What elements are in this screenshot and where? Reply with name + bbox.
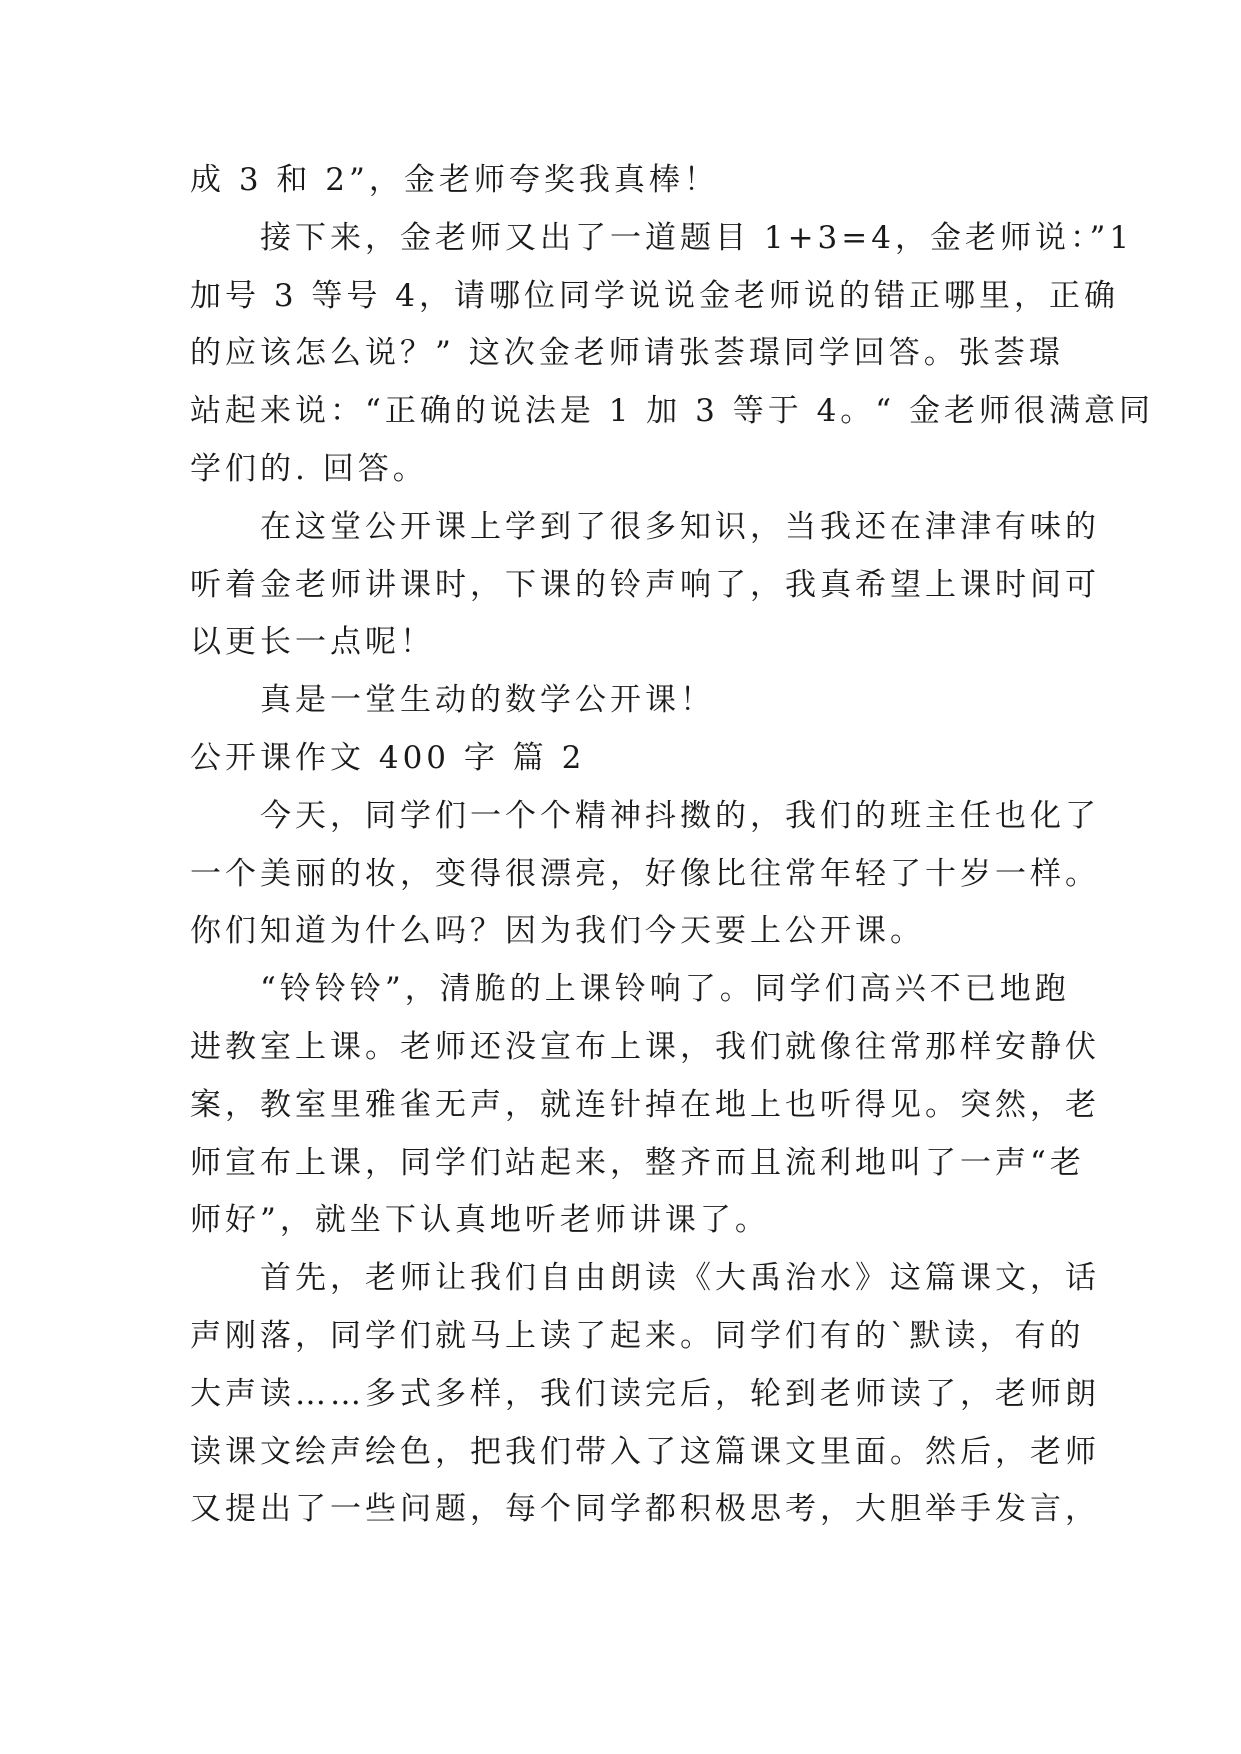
text-line: 站起来说：“正确的说法是 1 加 3 等于 4。“ 金老师很满意同 bbox=[190, 393, 1154, 430]
text-line: 加号 3 等号 4，请哪位同学说说金老师说的错正哪里，正确 bbox=[190, 277, 1120, 314]
text-line: 读课文绘声绘色，把我们带入了这篇课文里面。然后，老师 bbox=[190, 1433, 1100, 1470]
text-line: 声刚落，同学们就马上读了起来。同学们有的`默读，有的 bbox=[190, 1317, 1085, 1354]
text-line: 以更长一点呢！ bbox=[190, 624, 435, 661]
text-line: 大声读……多式多样，我们读完后，轮到老师读了，老师朗 bbox=[190, 1375, 1100, 1412]
text-line: 的应该怎么说？” 这次金老师请张荟璟同学回答。张荟璟 bbox=[190, 335, 1064, 372]
text-line: 成 3 和 2”，金老师夸奖我真棒！ bbox=[190, 162, 719, 198]
text-line: 又提出了一些问题，每个同学都积极思考，大胆举手发言， bbox=[190, 1491, 1100, 1528]
text-line: 公开课作文 400 字 篇 2 bbox=[190, 739, 586, 776]
text-line: 首先，老师让我们自由朗读《大禹治水》这篇课文，话 bbox=[260, 1260, 1100, 1297]
text-line: 听着金老师讲课时，下课的铃声响了，我真希望上课时间可 bbox=[190, 566, 1100, 603]
text-line: “铃铃铃”，清脆的上课铃响了。同学们高兴不已地跑 bbox=[260, 971, 1070, 1008]
text-line: 师宣布上课，同学们站起来，整齐而且流利地叫了一声“老 bbox=[190, 1144, 1085, 1181]
document-body bbox=[190, 152, 1154, 1539]
text-line: 学们的. 回答。 bbox=[190, 450, 428, 487]
text-line: 今天，同学们一个个精神抖擞的，我们的班主任也化了 bbox=[260, 797, 1100, 834]
text-line: 一个美丽的妆，变得很漂亮，好像比往常年轻了十岁一样。 bbox=[190, 855, 1100, 892]
text-line: 进教室上课。老师还没宣布上课，我们就像往常那样安静伏 bbox=[190, 1028, 1100, 1065]
text-line: 接下来，金老师又出了一道题目 1+3=4，金老师说：”1 bbox=[260, 219, 1134, 256]
text-line: 在这堂公开课上学到了很多知识，当我还在津津有味的 bbox=[260, 508, 1100, 545]
text-line: 你们知道为什么吗？因为我们今天要上公开课。 bbox=[190, 913, 925, 950]
text-line: 真是一堂生动的数学公开课！ bbox=[260, 682, 715, 719]
text-line: 案，教室里雅雀无声，就连针掉在地上也听得见。突然，老 bbox=[190, 1086, 1100, 1123]
text-line: 师好”，就坐下认真地听老师讲课了。 bbox=[190, 1202, 770, 1239]
